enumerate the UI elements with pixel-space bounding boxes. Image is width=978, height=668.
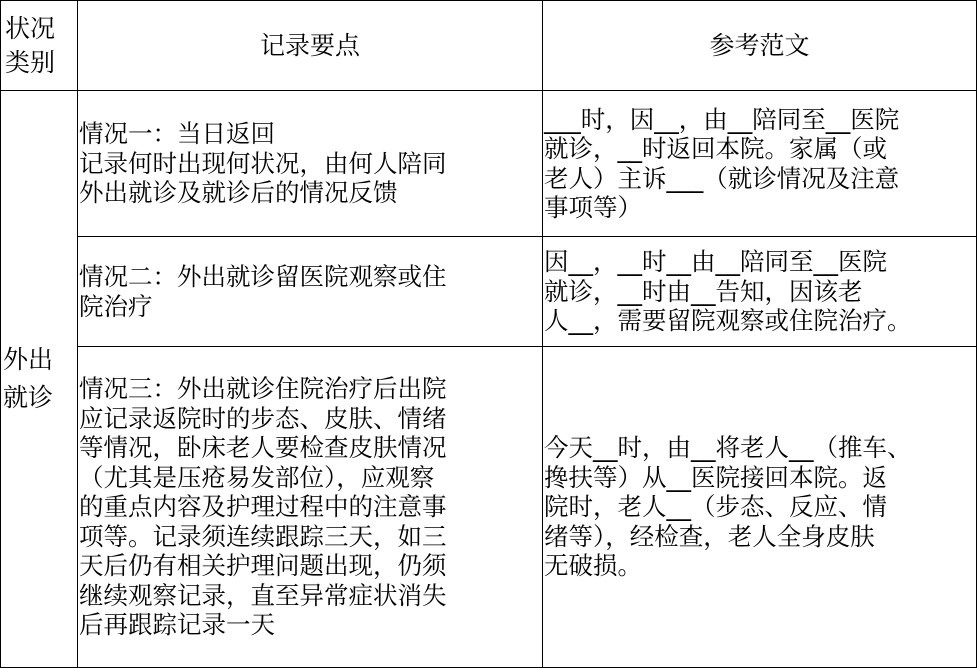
key-points-line: 情况一：当日返回 (79, 119, 275, 149)
sample-line: 因__，__时__由__陪同至__医院 (544, 247, 887, 277)
header-category-line-2: 类别 (5, 47, 56, 77)
key-points-line: 院治疗 (79, 291, 153, 321)
sample-line: 事项等） (544, 193, 642, 222)
table-row (1, 347, 977, 668)
sample-text-cell-3 (543, 347, 977, 668)
sample-line: 无破损。 (544, 551, 642, 581)
key-points-line: 项等。记录须连续跟踪三天，如三 (79, 521, 447, 551)
key-points-line: 外出就诊及就诊后的情况反馈 (79, 178, 398, 208)
sample-line: 搀扶等）从__医院接回本院。返 (544, 462, 887, 492)
sample-line: 今天__时，由__将老人__（推车、 (544, 433, 912, 463)
key-points-line: 继续观察记录，直至异常症状消失 (79, 580, 447, 610)
table-row (1, 91, 977, 237)
sample-line: 老人）主诉___（就诊情况及注意 (544, 163, 900, 193)
category-line-1: 外出 (3, 345, 54, 374)
key-points-line: 情况三：外出就诊住院治疗后出院 (79, 374, 447, 404)
sample-line: 就诊，__时由__告知，因该老 (544, 276, 863, 306)
sample-text-cell-2 (543, 237, 977, 347)
header-key-points-cell: 记录要点 (78, 1, 543, 91)
sample-line: 就诊，__时返回本院。家属（或 (544, 134, 887, 163)
key-points-line: 后再跟踪记录一天 (79, 610, 275, 640)
sample-line: 院时，老人__（步态、反应、情 (544, 492, 887, 522)
header-sample-text-cell: 参考范文 (543, 1, 977, 91)
header-category-line-1: 状况 (5, 13, 56, 43)
table-header-row (1, 1, 977, 91)
key-points-line: （尤其是压疮易发部位），应观察 (79, 462, 435, 492)
key-points-line: 等情况，卧床老人要检查皮肤情况 (79, 433, 447, 463)
sample-text-cell-1 (543, 91, 977, 237)
key-points-line: 情况二：外出就诊留医院观察或住 (79, 262, 447, 291)
key-points-cell-2 (78, 237, 543, 347)
key-points-cell-3 (78, 347, 543, 668)
key-points-cell-1 (78, 91, 543, 237)
header-category-cell (1, 1, 78, 91)
key-points-line: 天后仍有相关护理问题出现，仍须 (79, 551, 447, 581)
sample-line: 绪等），经检查，老人全身皮肤 (544, 521, 875, 551)
sample-line: ___时，因__，由__陪同至__医院 (544, 104, 900, 134)
table-row (1, 237, 977, 347)
sample-line: 人__，需要留院观察或住院治疗。 (544, 306, 912, 336)
key-points-line: 记录何时出现何状况，由何人陪同 (79, 148, 447, 178)
category-line-2: 就诊 (3, 383, 54, 412)
category-cell (1, 91, 78, 668)
key-points-line: 的重点内容及护理过程中的注意事 (79, 492, 447, 522)
key-points-line: 应记录返院时的步态、皮肤、情绪 (79, 403, 447, 433)
